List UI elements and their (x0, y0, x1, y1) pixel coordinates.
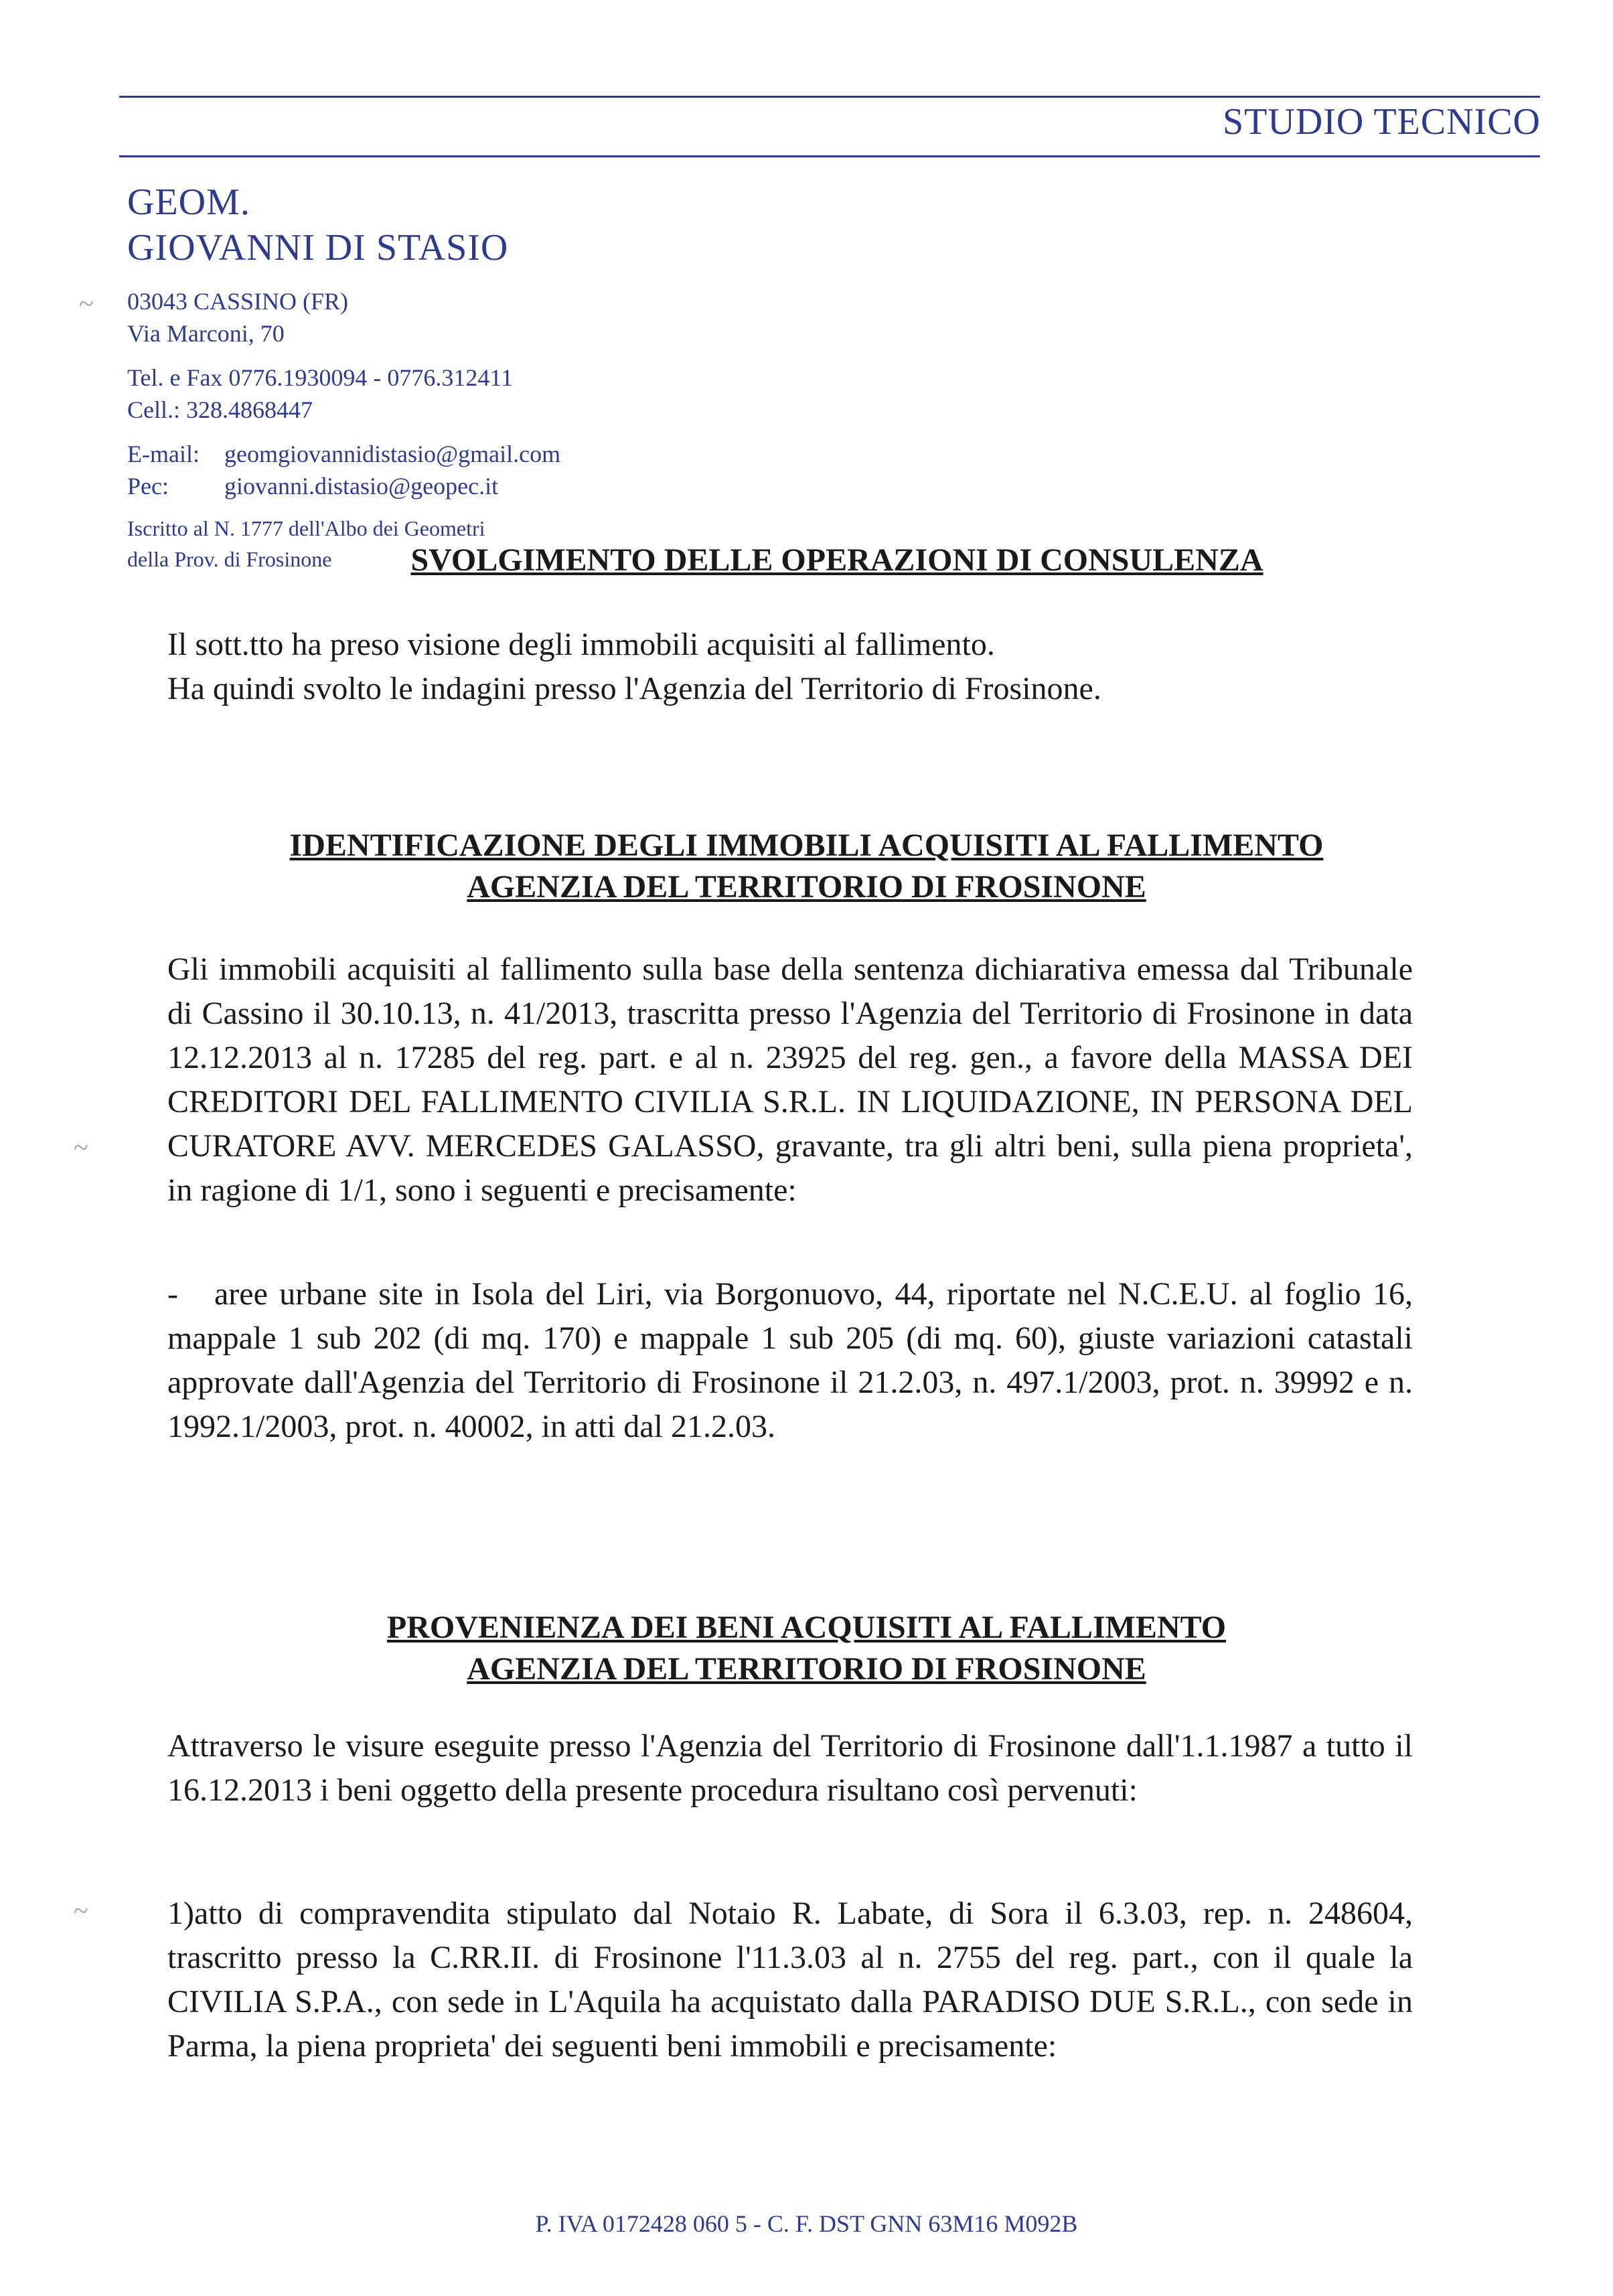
section3-paragraph2: 1)atto di compravendita stipulato dal Notaio R. Labate, di Sora il 6.3.03, rep. n. 248604, trascritto presso la C.RR.II. di Frosinone l'11.3.03 al n. 2755 del reg. part., con il quale la CIVILIA S.P.A., con sede in L'Aquila ha acquistato dalla PARADISO DUE S.R.L., con sede in Parma, la piena proprieta' dei seguenti beni immobili e precisamente: (167, 1896, 1413, 2064)
section2-title-line1: IDENTIFICAZIONE DEGLI IMMOBILI ACQUISITI AL FALLIMENTO (289, 828, 1324, 863)
albo-line2: della Prov. di Frosinone (127, 547, 332, 571)
header-rule-bottom (119, 155, 1540, 157)
email-row (127, 438, 560, 470)
margin-mark: ~ (74, 1896, 88, 1926)
cell-line: Cell.: 328.4868447 (127, 396, 313, 423)
pec-value[interactable]: giovanni.distasio@geopec.it (224, 473, 499, 500)
section-title-provenienza (0, 1607, 1613, 1690)
list-dash: - (167, 1276, 178, 1312)
title-line1: GEOM. (127, 181, 250, 223)
footer-vat: P. IVA 0172428 060 5 - C. F. DST GNN 63M16 M092B (535, 2210, 1078, 2237)
margin-mark: ~ (79, 289, 94, 319)
letterhead (127, 179, 560, 575)
section1-paragraph (167, 623, 1413, 711)
section3-title-line1: PROVENIENZA DEI BENI ACQUISITI AL FALLIMENTO (386, 1610, 1227, 1645)
address-block (127, 285, 560, 350)
albo-line1: Iscritto al N. 1777 dell'Albo dei Geometri (127, 516, 485, 540)
pec-label: Pec: (127, 473, 169, 500)
email-label: E-mail: (127, 441, 200, 467)
section2-list-text: aree urbane site in Isola del Liri, via Borgonuovo, 44, riportate nel N.C.E.U. al foglio 16, mappale 1 sub 202 (di mq. 170) e mappale 1 sub 205 (di mq. 60), giuste variazioni catastali approvate dall'Agenzia del Territorio di Frosinone il 21.2.03, n. 497.1/2003, prot. n. 39992 e n. 1992.1/2003, prot. n. 40002, in atti dal 21.2.03. (167, 1276, 1413, 1444)
address-city: 03043 CASSINO (FR) (127, 288, 349, 315)
header-rule-top (119, 96, 1540, 98)
section1-line2: Ha quindi svolto le indagini presso l'Agenzia del Territorio di Frosinone. (167, 671, 1101, 706)
section-title-identificazione (0, 825, 1613, 908)
section3-paragraph1: Attraverso le visure eseguite presso l'Agenzia del Territorio di Frosinone dall'1.1.1987 a tutto il 16.12.2013 i beni oggetto della presente procedura risultano così pervenuti: (167, 1728, 1413, 1808)
section2-title-line2: AGENZIA DEL TERRITORIO DI FROSINONE (467, 869, 1146, 905)
title-line2: GIOVANNI DI STASIO (127, 227, 509, 269)
pec-row (127, 470, 560, 502)
phone-block (127, 362, 560, 426)
section-title-svolgimento: SVOLGIMENTO DELLE OPERAZIONI DI CONSULENZA (410, 542, 1263, 578)
studio-label: STUDIO TECNICO (1223, 101, 1541, 143)
phone-line: Tel. e Fax 0776.1930094 - 0776.312411 (127, 364, 514, 391)
section2-paragraph1: Gli immobili acquisiti al fallimento sulla base della sentenza dichiarativa emessa dal Tribunale di Cassino il 30.10.13, n. 41/2013, trascritta presso l'Agenzia del Territorio di Frosinone in data 12.12.2013 al n. 17285 del reg. part. e al n. 23925 del reg. gen., a favore della MASSA DEI CREDITORI DEL FALLIMENTO CIVILIA S.R.L. IN LIQUIDAZIONE, IN PERSONA DEL CURATORE AVV. MERCEDES GALASSO, gravante, tra gli altri beni, sulla piena proprieta', in ragione di 1/1, sono i seguenti e precisamente: (167, 951, 1413, 1208)
section1-line1: Il sott.tto ha preso visione degli immobili acquisiti al fallimento. (167, 627, 995, 662)
contact-block (127, 438, 560, 502)
section2-list-item (167, 1272, 1413, 1449)
address-street: Via Marconi, 70 (127, 320, 285, 347)
email-value[interactable]: geomgiovannidistasio@gmail.com (224, 441, 561, 467)
margin-mark: ~ (74, 1132, 88, 1162)
section3-title-line2: AGENZIA DEL TERRITORIO DI FROSINONE (467, 1651, 1146, 1687)
